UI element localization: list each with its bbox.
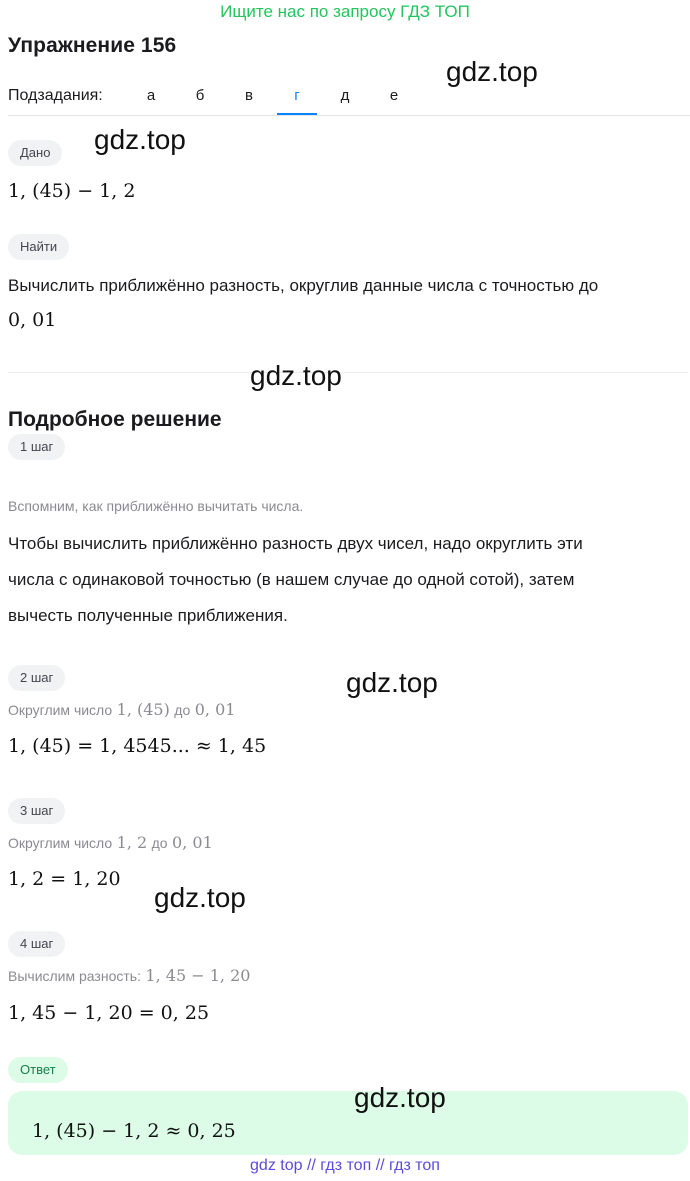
tab-v[interactable]: в xyxy=(245,87,253,104)
given-section xyxy=(8,140,62,166)
promo-banner: Ищите нас по запросу ГДЗ ТОП xyxy=(220,2,470,21)
hint-text: Вычислим разность: xyxy=(8,968,141,984)
step-hint xyxy=(8,700,235,720)
step-2 xyxy=(8,665,65,691)
step-3 xyxy=(8,798,65,824)
hint-math: 0, 01 xyxy=(172,833,213,852)
answer-section xyxy=(8,1057,68,1083)
answer-pill: Ответ xyxy=(8,1057,68,1083)
step-1 xyxy=(8,434,65,460)
find-section xyxy=(8,234,69,260)
find-expression: 0, 01 xyxy=(8,309,57,331)
tab-b[interactable]: б xyxy=(195,87,205,104)
tab-g-active[interactable]: г xyxy=(294,87,300,104)
step-expression: 1, 2 = 1, 20 xyxy=(8,868,121,890)
step-text-line: вычесть полученные приближения. xyxy=(8,606,288,625)
step-pill: 4 шаг xyxy=(8,931,65,957)
hint-text: до xyxy=(174,702,191,718)
tab-d[interactable]: д xyxy=(340,87,350,104)
step-hint xyxy=(8,833,213,853)
step-pill: 3 шаг xyxy=(8,798,65,824)
subtasks-label: Подзадания: xyxy=(8,87,103,104)
watermark: gdz.top xyxy=(250,360,342,391)
hint-math: 1, 2 xyxy=(116,833,148,852)
step-text-line: числа с одинаковой точностью (в нашем случае до одной сотой), затем xyxy=(8,570,575,589)
step-pill: 2 шаг xyxy=(8,665,65,691)
tab-e[interactable]: е xyxy=(389,87,399,104)
given-pill: Дано xyxy=(8,140,62,166)
watermark: gdz.top xyxy=(346,667,438,698)
section-divider xyxy=(8,372,688,373)
hint-text: Округлим число xyxy=(8,702,113,718)
step-hint: Вспомним, как приближённо вычитать числа. xyxy=(8,498,304,514)
step-pill: 1 шаг xyxy=(8,434,65,460)
hint-math: 1, (45) xyxy=(116,700,170,719)
solution-heading: Подробное решение xyxy=(8,408,222,431)
watermark: gdz.top xyxy=(94,124,186,155)
hint-text: до xyxy=(151,835,168,851)
find-text: Вычислить приближённо разность, округлив данные числа с точностью до xyxy=(8,276,599,295)
footer-links: gdz top // гдз топ // гдз топ xyxy=(250,1157,440,1174)
hint-text: Округлим число xyxy=(8,835,113,851)
step-expression: 1, (45) = 1, 4545... ≈ 1, 45 xyxy=(8,735,267,757)
hint-math: 0, 01 xyxy=(194,700,236,719)
step-text-line: Чтобы вычислить приближённо разность двух чисел, надо округлить эти xyxy=(8,534,583,553)
find-pill: Найти xyxy=(8,234,69,260)
tab-a[interactable]: а xyxy=(146,87,156,104)
tabs-divider xyxy=(8,115,690,116)
step-expression: 1, 45 − 1, 20 = 0, 25 xyxy=(8,1002,210,1024)
step-hint xyxy=(8,966,250,986)
page-title: Упражнение 156 xyxy=(8,34,177,57)
step-4 xyxy=(8,931,65,957)
watermark: gdz.top xyxy=(446,56,538,87)
watermark: gdz.top xyxy=(154,882,246,913)
watermark: gdz.top xyxy=(354,1082,446,1113)
given-expression: 1, (45) − 1, 2 xyxy=(8,180,136,202)
hint-math: 1, 45 − 1, 20 xyxy=(145,966,251,985)
answer-expression: 1, (45) − 1, 2 ≈ 0, 25 xyxy=(32,1120,236,1142)
